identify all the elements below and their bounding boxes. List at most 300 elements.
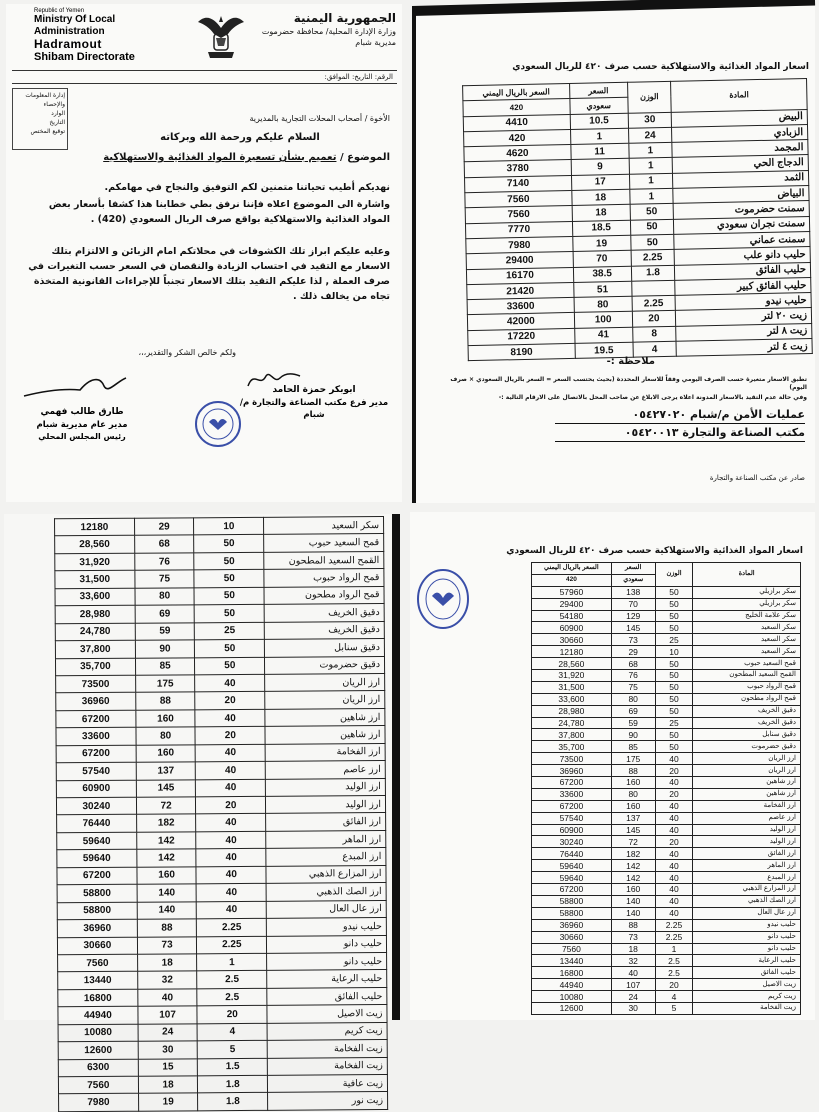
directorate-label: Shibam Directorate <box>34 51 135 63</box>
price-yer-cell: 24,780 <box>55 623 135 641</box>
item-cell: زيت كريم <box>693 991 801 1003</box>
item-cell: سكر برازيلي <box>693 586 801 598</box>
weight-cell: 50 <box>655 658 693 670</box>
item-cell: دقيق حضرموت <box>265 656 385 674</box>
weight-cell: 25 <box>655 634 693 646</box>
weight-cell: 5 <box>198 1040 268 1058</box>
table-row <box>56 795 385 815</box>
price-sar-cell: 100 <box>574 312 632 329</box>
item-cell: ارز المبدع <box>693 872 801 884</box>
table-row <box>57 900 386 920</box>
item-cell: ارز الصك الذهبي <box>693 895 801 907</box>
price-yer-cell: 36960 <box>532 919 612 931</box>
table-row <box>532 658 801 670</box>
price-yer-cell: 7560 <box>58 1076 138 1094</box>
column-subheader-sar: سعودي <box>611 574 655 586</box>
table-row <box>58 987 387 1007</box>
price-sar-cell: 129 <box>611 610 655 622</box>
price-yer-cell: 7980 <box>59 1094 139 1112</box>
price-yer-cell: 7980 <box>466 236 573 254</box>
table-row <box>57 883 386 903</box>
weight-cell: 40 <box>655 895 693 907</box>
item-cell: المجمد <box>672 140 808 158</box>
price-sar-cell: 182 <box>611 848 655 860</box>
weight-cell: 4 <box>655 991 693 1003</box>
price-sar-cell: 145 <box>611 824 655 836</box>
price-yer-cell: 30660 <box>532 634 612 646</box>
letter-paragraph: وعليه عليكم ابراز تلك الكشوفات في محلاتكم امام الزبائن و الالتزام بتلك الاسعار مع التقيد في احتساب الزيادة والنقصان في السعر حسب التغيرات في صرف العملة , لذا عليكم التقيد بتلك الاسعار تجنباً للإجراءات القانونية المتخذة تجاه من يخالف ذلك . <box>28 246 390 302</box>
sheet-title: اسعار المواد الغذائية والاستهلاكية حسب صرف ٤٢٠ للريال السعودي <box>506 546 803 556</box>
price-sar-cell: 70 <box>573 250 631 267</box>
price-yer-cell: 7770 <box>465 221 572 239</box>
table-row <box>532 907 801 919</box>
weight-cell: 20 <box>197 1006 267 1024</box>
letter-page <box>6 4 402 502</box>
item-cell: ارز عاصم <box>265 761 385 779</box>
column-header-price-sar: السعر <box>611 563 655 575</box>
price-sar-cell: 69 <box>135 605 195 623</box>
price-yer-cell: 73500 <box>56 675 136 693</box>
item-cell: ارز عاصم <box>693 812 801 824</box>
price-sar-cell: 18.5 <box>572 220 630 237</box>
price-sar-cell: 38.5 <box>573 266 631 283</box>
price-yer-cell: 7560 <box>532 943 612 955</box>
signatory-title: مدير عام مديرية شبام <box>36 420 128 430</box>
table-row <box>57 813 386 833</box>
table-row <box>532 598 801 610</box>
table-row <box>532 872 801 884</box>
price-sar-cell: 160 <box>137 867 197 885</box>
price-sheet-three <box>410 512 815 1020</box>
weight-cell: 1.5 <box>198 1058 268 1076</box>
weight-cell <box>631 280 675 296</box>
price-sar-cell: 142 <box>137 849 197 867</box>
price-sar-cell: 80 <box>135 588 195 606</box>
table-row <box>55 569 384 589</box>
weight-cell: 25 <box>195 622 265 640</box>
table-row <box>55 586 384 606</box>
price-sar-cell: 69 <box>611 705 655 717</box>
item-cell: ارز الريان <box>265 691 385 709</box>
price-yer-cell: 33600 <box>532 788 612 800</box>
weight-cell: 40 <box>196 866 266 884</box>
table-row <box>532 800 801 812</box>
price-yer-cell: 35,700 <box>55 658 135 676</box>
price-yer-cell: 3780 <box>464 160 571 178</box>
price-sar-cell: 18 <box>572 205 630 222</box>
exchange-rate-cell: 420 <box>463 99 570 117</box>
price-yer-cell: 67200 <box>532 777 612 789</box>
item-cell: سكر علامة الخليج <box>693 610 801 622</box>
table-row <box>55 621 384 641</box>
weight-cell: 50 <box>194 587 264 605</box>
item-cell: ارز الماهر <box>693 860 801 872</box>
table-row <box>56 778 385 798</box>
item-cell: ارز الفائق <box>693 848 801 860</box>
greeting: السلام عليكم ورحمة الله وبركاته <box>160 132 320 143</box>
price-sar-cell: 142 <box>136 832 196 850</box>
weight-cell: 1 <box>197 953 267 971</box>
table-row <box>532 884 801 896</box>
price-yer-cell: 29400 <box>532 598 612 610</box>
price-sar-cell: 40 <box>611 967 655 979</box>
industry-office-phone: مكتب الصناعة والتجارة ٠٥٤٢٠٠١٣ <box>624 426 805 439</box>
signature-block-branch-manager <box>234 384 394 421</box>
item-cell: حليب الرعاية <box>693 955 801 967</box>
price-yer-cell: 24,780 <box>532 717 612 729</box>
weight-cell: 50 <box>655 670 693 682</box>
column-header-item: المادة <box>693 563 801 587</box>
table-row <box>532 943 801 955</box>
price-sar-cell: 107 <box>611 979 655 991</box>
price-yer-cell: 21420 <box>467 282 574 300</box>
price-sar-cell: 75 <box>135 570 195 588</box>
price-yer-cell: 58800 <box>532 907 612 919</box>
item-cell: دقيق الخريف <box>264 621 384 639</box>
price-sar-cell: 30 <box>138 1041 198 1059</box>
price-sar-cell: 80 <box>574 296 632 313</box>
price-yer-cell: 10080 <box>532 991 612 1003</box>
item-cell: حليب دانو علب <box>674 247 810 265</box>
table-row <box>57 830 386 850</box>
price-yer-cell: 28,560 <box>55 536 135 554</box>
item-cell: الدجاج الحي <box>672 155 808 173</box>
price-sar-cell: 88 <box>135 692 195 710</box>
weight-cell: 4 <box>198 1023 268 1041</box>
price-yer-cell: 6300 <box>58 1059 138 1077</box>
price-yer-cell: 12600 <box>532 1002 612 1014</box>
weight-cell: 20 <box>655 788 693 800</box>
item-cell: زيت عافية <box>268 1074 388 1092</box>
table-row <box>532 991 801 1003</box>
price-yer-cell: 7560 <box>465 206 572 224</box>
item-cell: ارز الريان <box>693 753 801 765</box>
weight-cell: 40 <box>655 872 693 884</box>
column-header-price-yer: السعر بالريال اليمني <box>532 563 612 575</box>
item-cell: قمح السعيد حبوب <box>693 658 801 670</box>
price-sar-cell: 1 <box>570 128 628 145</box>
item-cell: حليب الفائق <box>267 987 387 1005</box>
note-heading: ملاحظة :- <box>606 356 655 367</box>
item-cell: ارز الوليد <box>266 795 386 813</box>
table-row <box>532 919 801 931</box>
table-row <box>532 741 801 753</box>
item-cell: حليب دانو <box>693 931 801 943</box>
scan-border <box>412 6 416 503</box>
table-row <box>532 1002 801 1014</box>
price-sar-cell: 140 <box>137 884 197 902</box>
weight-cell: 20 <box>195 727 265 745</box>
item-cell: دقيق الخريف <box>693 705 801 717</box>
price-sar-cell: 160 <box>611 800 655 812</box>
price-yer-cell: 16170 <box>466 267 573 285</box>
item-cell: الزبادي <box>672 124 808 142</box>
price-yer-cell: 67200 <box>532 800 612 812</box>
subject-line <box>20 152 390 163</box>
price-yer-cell: 33,600 <box>55 588 135 606</box>
subject-text: تعميم بشأن تسعيرة المواد الغذائية والاستهلاكية <box>103 152 337 163</box>
note-text: وفي حالة عدم التقيد بالاسعار المدونة اعلاه يرجى الابلاغ عن صاحب المحل بالاتصال على الارقام التالية :- <box>498 394 807 401</box>
weight-cell: 50 <box>655 693 693 705</box>
republic-label: Republic of Yemen <box>34 8 85 14</box>
weight-cell: 40 <box>655 860 693 872</box>
english-letterhead <box>34 8 174 64</box>
table-row <box>532 670 801 682</box>
weight-cell: 4 <box>633 341 677 357</box>
item-cell: حليب الفائق <box>693 967 801 979</box>
weight-cell: 50 <box>655 705 693 717</box>
item-cell: ارز المبدع <box>266 848 386 866</box>
table-row <box>58 1040 387 1060</box>
price-sar-cell: 85 <box>135 657 195 675</box>
item-cell: سكر السعيد <box>693 634 801 646</box>
price-yer-cell: 31,500 <box>55 571 135 589</box>
item-cell: دقيق الخريف <box>264 604 384 622</box>
table-row <box>532 967 801 979</box>
price-sar-cell: 138 <box>611 586 655 598</box>
price-yer-cell: 13440 <box>58 972 138 990</box>
item-cell: قمح الرواد مطحون <box>693 693 801 705</box>
reference-line: الرقم: التاريخ: الموافق: <box>12 70 397 84</box>
price-sar-cell: 137 <box>611 812 655 824</box>
weight-cell: 2.25 <box>197 936 267 954</box>
weight-cell: 30 <box>628 112 672 128</box>
price-table <box>531 562 801 1015</box>
price-yer-cell: 12600 <box>58 1041 138 1059</box>
item-cell: قمح الرواد حبوب <box>264 569 384 587</box>
column-header-weight: الوزن <box>627 81 671 113</box>
table-row <box>532 979 801 991</box>
column-subheader-sar: سعودي <box>570 98 628 115</box>
signatory-title: مدير فرع مكتب الصناعة والتجارة م/شبام <box>239 398 389 420</box>
price-yer-cell: 30240 <box>532 836 612 848</box>
price-yer-cell: 33,600 <box>532 693 612 705</box>
table-row <box>532 955 801 967</box>
table-row <box>55 604 384 624</box>
price-sar-cell: 24 <box>611 991 655 1003</box>
divider <box>555 441 805 442</box>
item-cell: زيت الفخامة <box>693 1002 801 1014</box>
incoming-stamp-box <box>12 88 68 150</box>
weight-cell: 40 <box>655 812 693 824</box>
table-row <box>532 729 801 741</box>
price-yer-cell: 42000 <box>467 313 574 331</box>
stamp-line: الوارد <box>51 110 65 117</box>
weight-cell: 20 <box>196 796 266 814</box>
table-row <box>532 586 801 598</box>
weight-cell: 40 <box>196 814 266 832</box>
table-row <box>58 1074 387 1094</box>
table-row <box>532 693 801 705</box>
item-cell: زيت الاصيل <box>693 979 801 991</box>
price-yer-cell: 10080 <box>58 1024 138 1042</box>
item-cell: زيت الاصيل <box>267 1005 387 1023</box>
item-cell: ارز شاهين <box>693 777 801 789</box>
price-sar-cell: 175 <box>611 753 655 765</box>
price-yer-cell: 60900 <box>532 824 612 836</box>
stamp-line: التاريخ <box>49 119 65 126</box>
signatory-name: ابوبكر حمزة الحامد <box>272 385 356 395</box>
weight-cell: 40 <box>196 744 266 762</box>
table-row <box>532 705 801 717</box>
table-row <box>532 788 801 800</box>
price-sar-cell: 59 <box>611 717 655 729</box>
price-yer-cell: 12180 <box>532 646 612 658</box>
sheet-title: اسعار المواد الغذائية والاستهلاكية حسب صرف ٤٢٠ للريال السعودي <box>512 62 809 72</box>
price-yer-cell: 4620 <box>464 145 571 163</box>
price-sar-cell: 51 <box>573 281 631 298</box>
price-yer-cell: 30660 <box>57 937 137 955</box>
price-sar-cell: 88 <box>611 919 655 931</box>
ministry-label: Ministry Of Local Administration <box>34 14 116 37</box>
price-yer-cell: 44940 <box>532 979 612 991</box>
price-yer-cell: 57960 <box>532 586 612 598</box>
item-cell: حليب دانو <box>693 943 801 955</box>
official-seal-icon <box>416 568 470 630</box>
price-sar-cell: 140 <box>611 907 655 919</box>
table-row <box>57 918 386 938</box>
arabic-republic-label: الجمهورية اليمنية <box>293 11 396 25</box>
weight-cell: 50 <box>630 204 674 220</box>
price-sar-cell: 32 <box>611 955 655 967</box>
price-sar-cell: 10.5 <box>570 113 628 130</box>
price-sar-cell: 11 <box>571 143 629 160</box>
weight-cell: 1.8 <box>631 265 675 281</box>
weight-cell: 40 <box>196 761 266 779</box>
weight-cell: 20 <box>632 311 676 327</box>
price-sar-cell: 18 <box>572 189 630 206</box>
weight-cell: 50 <box>630 234 674 250</box>
weight-cell: 10 <box>194 517 264 535</box>
price-sar-cell: 29 <box>611 646 655 658</box>
item-cell: قمح الرواد مطحون <box>264 586 384 604</box>
item-cell: ارز المزارع الذهبي <box>266 865 386 883</box>
table-row <box>58 970 387 990</box>
weight-cell: 2.5 <box>655 967 693 979</box>
price-sar-cell: 160 <box>611 777 655 789</box>
weight-cell: 2.5 <box>197 971 267 989</box>
price-sar-cell: 142 <box>611 860 655 872</box>
price-yer-cell: 7560 <box>465 191 572 209</box>
item-cell: زيت كريم <box>267 1022 387 1040</box>
price-sar-cell: 24 <box>138 1024 198 1042</box>
price-yer-cell: 33600 <box>56 727 136 745</box>
weight-cell: 20 <box>655 979 693 991</box>
price-yer-cell: 7140 <box>465 175 572 193</box>
price-yer-cell: 58800 <box>57 884 137 902</box>
weight-cell: 2.25 <box>632 295 676 311</box>
item-cell: ارز الوليد <box>693 836 801 848</box>
table-row <box>532 646 801 658</box>
table-row <box>56 708 385 728</box>
price-yer-cell: 31,920 <box>532 670 612 682</box>
price-yer-cell: 67200 <box>56 745 136 763</box>
item-cell: حليب الفائق <box>675 262 811 280</box>
item-cell: ارز الفخامة <box>693 800 801 812</box>
item-cell: حليب الفائق كبير <box>675 277 811 295</box>
table-row <box>532 931 801 943</box>
price-yer-cell: 420 <box>464 129 571 147</box>
price-sar-cell: 9 <box>571 159 629 176</box>
weight-cell: 1.8 <box>198 1075 268 1093</box>
item-cell: سمنت عماني <box>674 231 810 249</box>
item-cell: ارز الوليد <box>265 778 385 796</box>
price-sar-cell: 18 <box>138 1076 198 1094</box>
table-row <box>57 935 386 955</box>
security-operations-phone: عمليات الأمن م/شبام ٠٥٤٢٧٠٢٠ <box>632 408 805 421</box>
item-cell: حليب دانو <box>267 952 387 970</box>
item-cell: ارز الريان <box>693 765 801 777</box>
price-yer-cell: 31,920 <box>55 553 135 571</box>
item-cell: زيت ٨ لتر <box>676 323 812 341</box>
official-seal-icon <box>194 400 242 448</box>
weight-cell: 50 <box>194 552 264 570</box>
price-sar-cell: 90 <box>135 640 195 658</box>
price-sar-cell: 73 <box>137 936 197 954</box>
table-row <box>532 836 801 848</box>
price-yer-cell: 29400 <box>466 252 573 270</box>
letter-paragraph: واشارة الى الموضوع اعلاه فإننا نرفق بطي خطابنا هذا كشفا بأسعار بعض المواد الغذائية والاستهلاكية بواقع صرف الريال السعودي (420) . <box>48 199 390 225</box>
item-cell: حليب نيدو <box>693 919 801 931</box>
weight-cell: 50 <box>655 681 693 693</box>
price-yer-cell: 67200 <box>57 867 137 885</box>
letter-paragraph: نهديكم أطيب تحياتنا متمنين لكم التوفيق والنجاح في مهامكم. <box>104 182 390 193</box>
weight-cell: 1 <box>629 173 673 189</box>
price-sar-cell: 15 <box>138 1058 198 1076</box>
weight-cell: 50 <box>194 535 264 553</box>
table-row <box>532 610 801 622</box>
item-cell: ارز شاهين <box>693 788 801 800</box>
weight-cell: 50 <box>194 570 264 588</box>
price-yer-cell: 44940 <box>58 1006 138 1024</box>
table-row <box>58 1005 387 1025</box>
price-yer-cell: 12180 <box>55 518 135 536</box>
table-row <box>532 717 801 729</box>
price-yer-cell: 59640 <box>532 872 612 884</box>
weight-cell: 40 <box>655 884 693 896</box>
weight-cell: 1 <box>655 943 693 955</box>
price-sheet-one <box>412 6 815 503</box>
weight-cell: 40 <box>195 709 265 727</box>
price-sar-cell: 80 <box>611 788 655 800</box>
item-cell: ارز شاهين <box>265 708 385 726</box>
item-cell: ارز شاهين <box>265 726 385 744</box>
weight-cell: 1 <box>629 188 673 204</box>
table-row <box>532 777 801 789</box>
item-cell: القمح السعيد المطحون <box>264 551 384 569</box>
price-sar-cell: 145 <box>611 622 655 634</box>
table-row <box>58 1057 387 1077</box>
weight-cell: 20 <box>655 765 693 777</box>
price-yer-cell: 67200 <box>56 710 136 728</box>
price-yer-cell: 73500 <box>532 753 612 765</box>
weight-cell: 40 <box>655 907 693 919</box>
weight-cell: 50 <box>195 639 265 657</box>
scan-border <box>392 514 400 1020</box>
price-sar-cell: 73 <box>611 634 655 646</box>
price-sar-cell: 85 <box>611 741 655 753</box>
issued-by: صادر عن مكتب الصناعة والتجارة <box>709 474 805 482</box>
price-sar-cell: 175 <box>135 675 195 693</box>
price-sar-cell: 80 <box>611 693 655 705</box>
weight-cell: 1 <box>629 158 673 174</box>
item-cell: الثمد <box>673 170 809 188</box>
price-sar-cell: 30 <box>611 1002 655 1014</box>
weight-cell: 40 <box>655 848 693 860</box>
price-sar-cell: 137 <box>136 762 196 780</box>
item-cell: حليب دانو <box>267 935 387 953</box>
weight-cell: 20 <box>655 836 693 848</box>
